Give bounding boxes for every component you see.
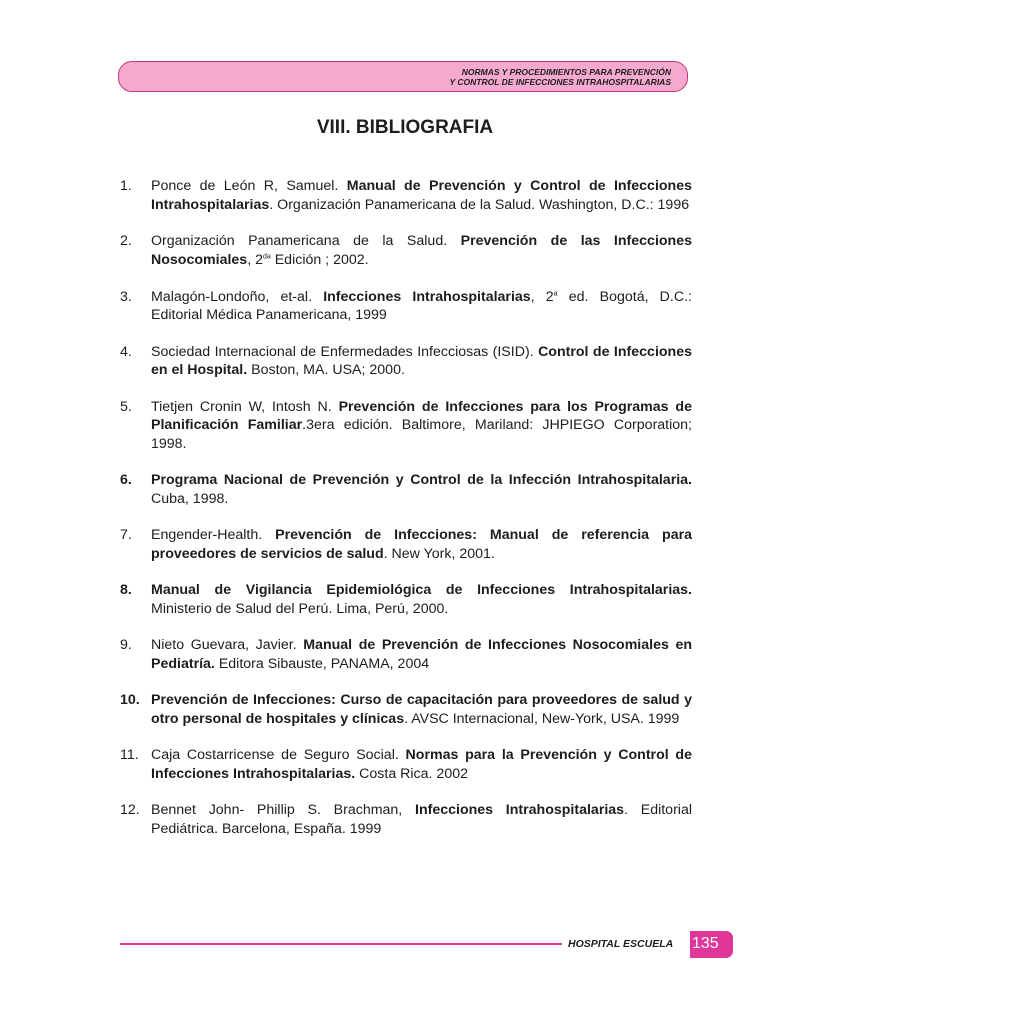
bibliography-entry	[120, 581, 692, 618]
bibliography-entry	[120, 471, 692, 508]
page-number-badge: 135	[690, 931, 733, 958]
bibliography-list	[120, 177, 692, 838]
bibliography-entry	[120, 232, 692, 269]
entry-text: . Organización Panamericana de la Salud. Washington, D.C.: 1996	[269, 196, 690, 213]
header-text	[450, 67, 672, 87]
entry-number: 6.	[120, 472, 132, 488]
entry-number: 5.	[120, 398, 132, 415]
entry-bold-title: Manual de Prevención y Control de Infecciones Intrahospitalarias	[151, 178, 692, 213]
entry-bold-title: Normas para la Prevención y Control de Infecciones Intrahospitalarias.	[151, 747, 692, 782]
entry-text: Costa Rica. 2002	[355, 765, 468, 782]
entry-bold-title: Infecciones Intrahospitalarias	[415, 802, 625, 818]
entry-text: . AVSC Internacional, New-York, USA. 1999	[404, 710, 680, 727]
entry-bold-title: Manual de Prevención de Infecciones Nosocomiales en Pediatría.	[151, 637, 693, 672]
entry-text: Malagón-Londoño, et-al.	[151, 288, 324, 305]
bibliography-entry	[120, 746, 692, 783]
entry-number: 7.	[120, 527, 132, 543]
entry-text: Caja Costarricense de Seguro Social.	[151, 747, 406, 763]
entry-text: ed. Bogotá, D.C.: Editorial Médica Panamericana, 1999	[151, 288, 692, 323]
bibliography-entry	[120, 288, 692, 325]
entry-number: 8.	[120, 582, 132, 598]
entry-text: Cuba, 1998.	[151, 490, 229, 507]
entry-text: Sociedad Internacional de Enfermedades Infecciosas (ISID).	[151, 343, 539, 360]
entry-number: 10.	[120, 692, 140, 708]
bibliography-entry	[120, 398, 692, 454]
entry-text: Engender-Health.	[151, 527, 276, 543]
entry-number: 3.	[120, 288, 132, 305]
entry-text: Organización Panamericana de la Salud.	[151, 233, 461, 249]
entry-text: .3era edición. Baltimore, Mariland: JHPIEGO Corporation; 1998.	[151, 417, 692, 452]
bibliography-entry	[120, 691, 692, 728]
bibliography-entry	[120, 177, 692, 214]
entry-number: 12.	[120, 802, 140, 818]
entry-bold-title: Manual de Vigilancia Epidemiológica de Infecciones Intrahospitalarias.	[151, 582, 692, 598]
entry-text: Nieto Guevara, Javier.	[151, 637, 304, 653]
bibliography-entry	[120, 636, 692, 673]
entry-number: 1.	[120, 178, 132, 194]
entry-text: Edición ; 2002.	[270, 251, 369, 268]
entry-text: , 2	[530, 288, 554, 305]
bibliography-entry	[120, 526, 692, 563]
header-banner	[118, 61, 688, 92]
entry-superscript: da	[262, 252, 271, 260]
header-line-2: Y CONTROL DE INFECCIONES INTRAHOSPITALARIAS	[449, 77, 671, 87]
entry-text: . Editorial Pediátrica. Barcelona, España. 1999	[151, 802, 692, 837]
entry-bold-title: Prevención de Infecciones: Curso de capacitación para proveedores de salud y otro personal de hospitales y clínicas	[151, 692, 692, 727]
entry-number: 11.	[120, 747, 139, 763]
entry-bold-title: Prevención de Infecciones: Manual de referencia para proveedores de servicios de salud	[151, 527, 692, 562]
entry-bold-title: Programa Nacional de Prevención y Control de la Infección Intrahospitalaria.	[151, 472, 692, 488]
entry-text: Editora Sibauste, PANAMA, 2004	[214, 655, 430, 672]
entry-text: Boston, MA. USA; 2000.	[247, 362, 405, 378]
entry-bold-title: Control de Infecciones en el Hospital.	[151, 343, 692, 378]
header-line-1: NORMAS Y PROCEDIMIENTOS PARA PREVENCIÓN	[461, 67, 671, 77]
footer-rule	[120, 943, 562, 945]
entry-bold-title: Prevención de Infecciones para los Programas de Planificación Familiar	[151, 398, 692, 433]
entry-text: Ponce de León R, Samuel.	[151, 178, 347, 194]
entry-text: Bennet John- Phillip S. Brachman,	[151, 802, 415, 818]
entry-text: Ministerio de Salud del Perú. Lima, Perú, 2000.	[151, 600, 449, 617]
entry-text: . New York, 2001.	[383, 545, 495, 562]
entry-number: 4.	[120, 343, 132, 360]
entry-bold-title: Prevención de las Infecciones Nosocomiales	[151, 233, 692, 268]
entry-number: 9.	[120, 637, 132, 653]
bibliography-entry	[120, 343, 692, 380]
entry-bold-title: Infecciones Intrahospitalarias	[323, 288, 531, 305]
entry-number: 2.	[120, 233, 132, 249]
entry-superscript: a	[553, 289, 558, 297]
page-title: VIII. BIBLIOGRAFIA	[316, 117, 494, 138]
entry-text: Tietjen Cronin W, Intosh N.	[151, 398, 339, 415]
bibliography-entry	[120, 801, 692, 838]
footer-label: HOSPITAL ESCUELA	[568, 938, 674, 950]
entry-text: , 2	[247, 251, 263, 268]
